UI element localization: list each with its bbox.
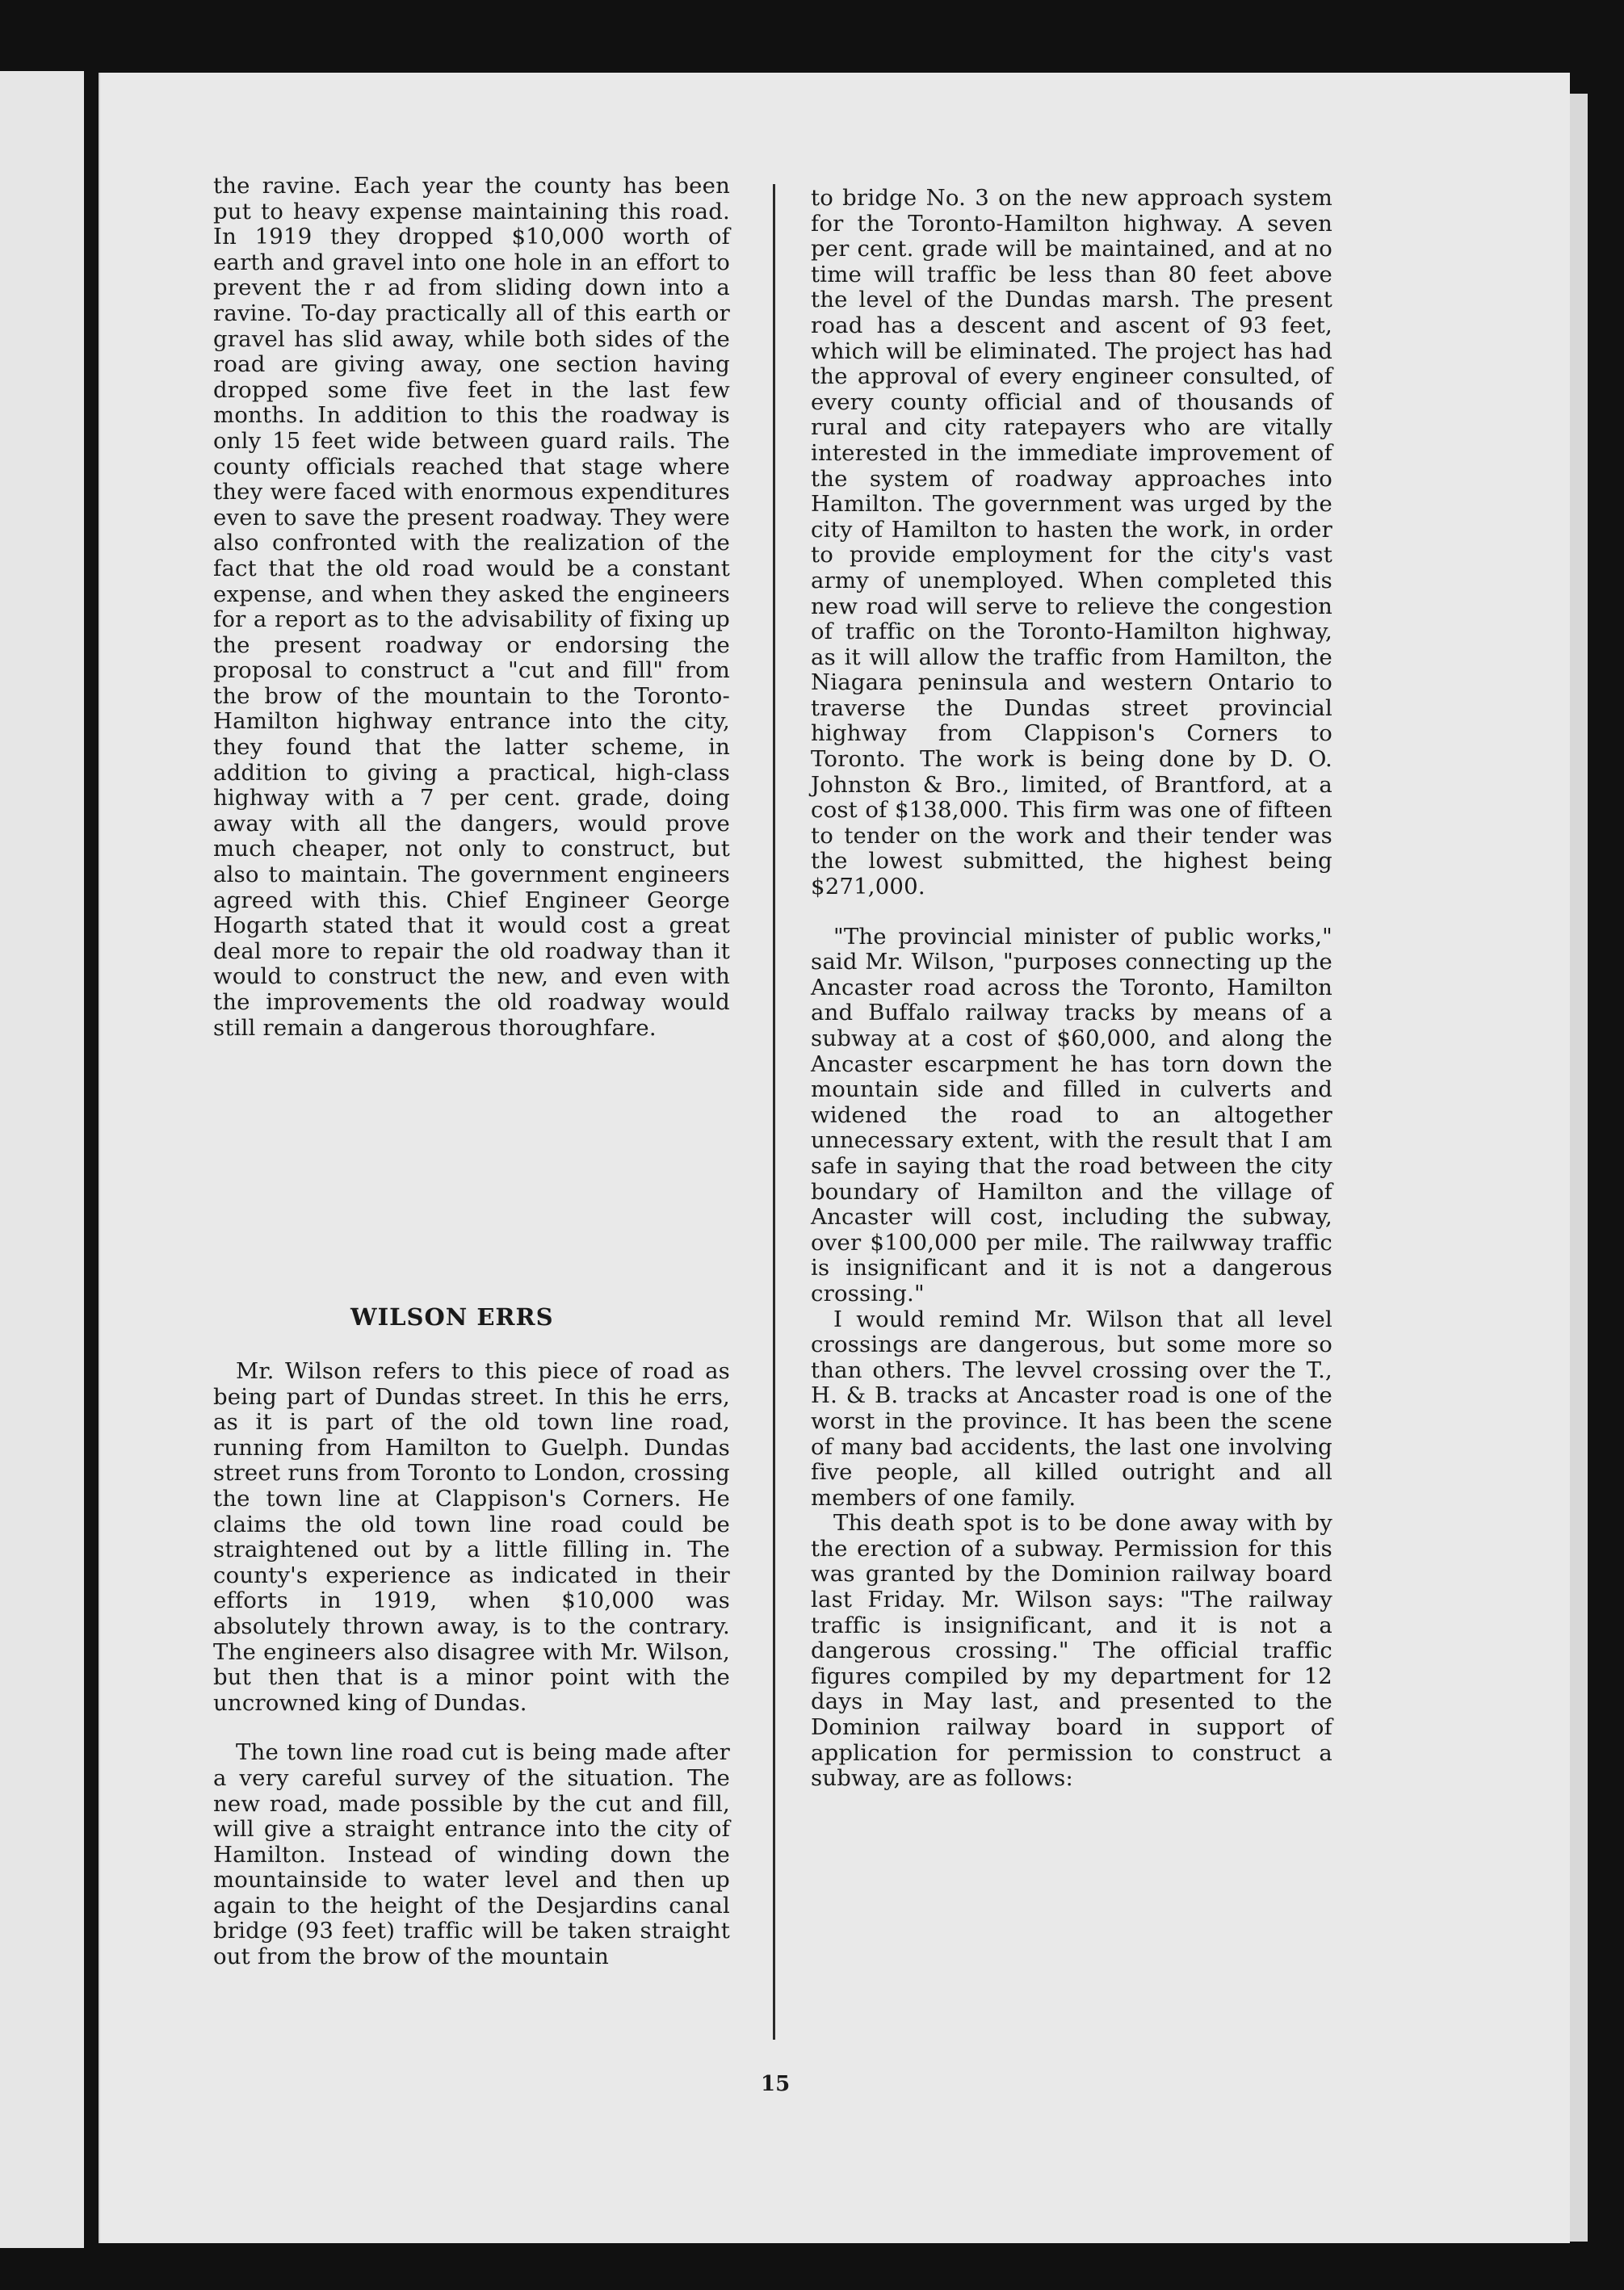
right-page-edge — [1570, 94, 1588, 2242]
right-text-column — [811, 186, 1332, 1792]
right-paragraph-2: "The provincial minister of public works," said Mr. Wilson, "purposes connecting up the Ancaster road across the Toronto, Hamilton and Buffalo railway tracks by means of a subway at a cost of $60,000, and along the Ancaster escarpment he has torn down the mountain side and filled in culverts and widened the road to an altogether unnecessary extent, with the result that I am safe in saying that the road between the city boundary of Hamilton and the village of Ancaster will cost, including the subway, over $100,000 per mile. The railwway traffic is insignificant and it is not a dangerous crossing." — [811, 923, 1332, 1306]
right-paragraph-4: This death spot is to be done away with by the erection of a subway. Permission for this was granted by the Dominion railway board last Friday. Mr. Wilson says: "The railway traffic is insignificant, and it is not a dangerous crossing." The official traffic figures compiled by my department for 12 days in May last, and presented to the Dominion railway board in support of application for permission to construct a subway, are as follows: — [811, 1510, 1332, 1792]
left-paragraph-1: the ravine. Each year the county has been put to heavy expense maintaining this road. In 1919 they dropped $10,000 worth of earth and gravel into one hole in an effort to prevent the r ad from sliding down into a ravine. To-day practically all of this earth or gravel has slid away, while both sides of the road are giving away, one section having dropped some five feet in the last few months. In addition to this the roadway is only 15 feet wide between guard rails. The county officials reached that stage where they were faced with enormous expenditures even to save the present roadway. They were also confronted with the realization of the fact that the old road would be a constant expense, and when they asked the engineers for a report as to the advisability of fixing up the present roadway or endorsing the proposal to construct a "cut and fill" from the brow of the mountain to the Toronto-Hamilton highway entrance into the city, they found that the latter scheme, in addition to giving a practical, high-class highway with a 7 per cent. grade, doing away with all the dangers, would prove much cheaper, not only to construct, but also to maintain. The government engineers agreed with this. Chief Engineer George Hogarth stated that it would cost a great deal more to repair the old roadway than it would to construct the new, and even with the improvements the old roadway would still remain a dangerous thoroughfare. — [213, 173, 730, 1041]
left-text-column-lower — [213, 1359, 730, 1970]
right-paragraph-3: I would remind Mr. Wilson that all level crossings are dangerous, but some more so than others. The levvel crossing over the T., H. & B. tracks at Ancaster road is one of the worst in the province. It has been the scene of many bad accidents, the last one involving five people, all killed outright and all members of one family. — [811, 1306, 1332, 1511]
left-paragraph-3: The town line road cut is being made after a very careful survey of the situation. The new road, made possible by the cut and fill, will give a straight entrance into the city of Hamilton. Instead of winding down the mountainside to water level and then up again to the height of the Desjardins canal bridge (93 feet) traffic will be taken straight out from the brow of the mountain — [213, 1739, 730, 1970]
left-paragraph-2: Mr. Wilson refers to this piece of road as being part of Dundas street. In this he errs, as it is part of the old town line road, running from Hamilton to Guelph. Dundas street runs from Toronto to London, crossing the town line at Clappison's Corners. He claims the old town line road could be straightened out by a little filling in. The county's experience as indicated in their efforts in 1919, when $10,000 was absolutely thrown away, is to the contrary. The engineers also disagree with Mr. Wilson, but then that is a minor point with the uncrowned king of Dundas. — [213, 1358, 730, 1716]
right-paragraph-1: to bridge No. 3 on the new approach system for the Toronto-Hamilton highway. A seven per cent. grade will be maintained, and at no time will traffic be less than 80 feet above the level of the Dundas marsh. The present road has a descent and ascent of 93 feet, which will be eliminated. The project has had the approval of every engineer consulted, of every county official and of thousands of rural and city ratepayers who are vitally interested in the immediate improvement of the system of roadway approaches into Hamilton. The government was urged by the city of Hamilton to hasten the work, in order to provide employment for the city's vast army of unemployed. When completed this new road will serve to relieve the congestion of traffic on the Toronto-Hamilton highway, as it will allow the traffic from Hamilton, the Niagara peninsula and western Ontario to traverse the Dundas street provincial highway from Clappison's Corners to Toronto. The work is being done by D. O. Johnston & Bro., limited, of Brantford, at a cost of $138,000. This firm was one of fifteen to tender on the work and their tender was the lowest submitted, the highest being $271,000. — [811, 185, 1332, 900]
section-heading: WILSON ERRS — [350, 1303, 554, 1331]
page-number: 15 — [761, 2072, 791, 2096]
column-divider — [773, 184, 775, 2040]
left-facing-page-edge — [0, 71, 84, 2248]
left-text-column — [213, 174, 730, 1041]
